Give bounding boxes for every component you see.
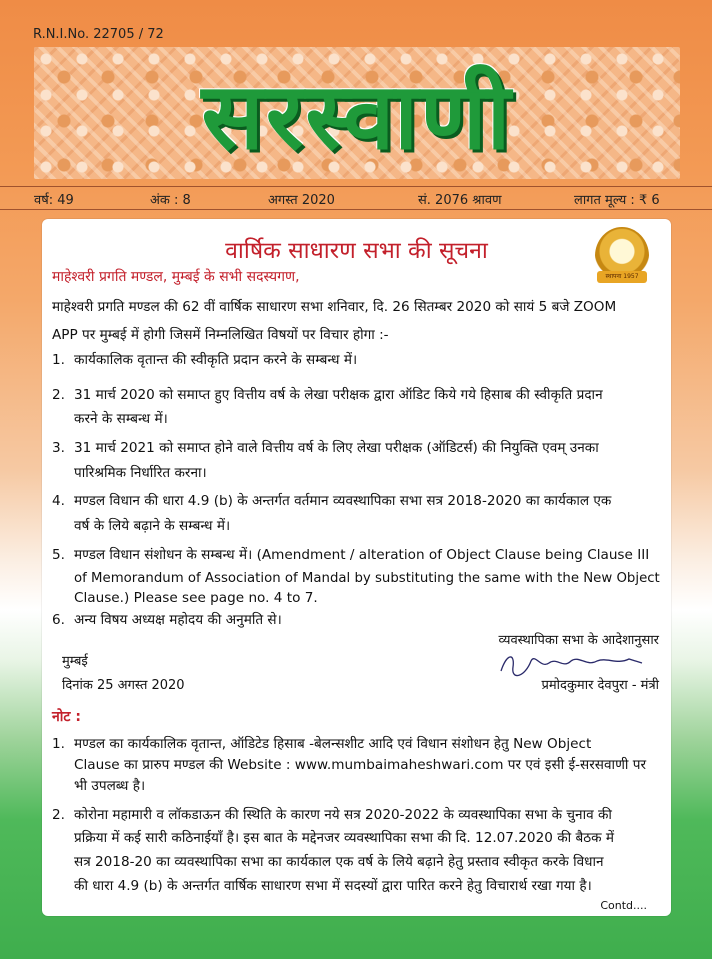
agenda-item-cont: of Memorandum of Association of Mandal by substituting the same with the New Object bbox=[74, 571, 660, 586]
rni-number: R.N.I.No. 22705 / 72 bbox=[33, 27, 164, 42]
note-line: की धारा 4.9 (b) के अन्तर्गत वार्षिक साधारण सभा में सदस्यों द्वारा पारित करने हेतु विचारार्थ रखा गया है। bbox=[74, 878, 592, 894]
notice-card bbox=[42, 219, 671, 916]
note-line: कोरोना महामारी व लॉकडाऊन की स्थिति के कारण नये सत्र 2020-2022 के व्यवस्थापिका सभा के चुनाव की bbox=[74, 807, 612, 823]
note-line: प्रक्रिया में कई सारी कठिनाईयाँ है। इस बात के मद्देनजर व्यवस्थापिका सभा की दि. 12.07.2020 की बैठक में bbox=[74, 830, 615, 846]
agenda-item-cont: पारिश्रमिक निर्धारित करना। bbox=[74, 465, 207, 481]
issue-month: अगस्त 2020 bbox=[268, 193, 335, 208]
note-line: सत्र 2018-20 का व्यवस्थापिका सभा का कार्यकाल एक वर्ष के लिये बढ़ाने हेतु प्रस्ताव स्वीकृत करके विधान bbox=[74, 854, 604, 870]
agenda-number: 1. bbox=[52, 352, 65, 368]
note-label: नोट : bbox=[52, 709, 81, 725]
agenda-item: 31 मार्च 2021 को समाप्त होने वाले वित्तीय वर्ष के लिए लेखा परीक्षक (ऑडिटर्स) की नियुक्ति एवम् उनका bbox=[74, 440, 599, 456]
intro-line-2: APP पर मुम्बई में होगी जिसमें निम्नलिखित विषयों पर विचार होगा :- bbox=[52, 327, 389, 343]
signature bbox=[497, 651, 647, 679]
agenda-number: 3. bbox=[52, 440, 65, 456]
notice-date: दिनांक 25 अगस्त 2020 bbox=[62, 678, 185, 693]
continued-label: Contd.... bbox=[600, 899, 647, 912]
agenda-item: 31 मार्च 2020 को समाप्त हुए वित्तीय वर्ष के लेखा परीक्षक द्वारा ऑडिट किये गये हिसाब की स्वीकृति प्रदान bbox=[74, 387, 603, 403]
agenda-number: 6. bbox=[52, 612, 65, 628]
note-number: 1. bbox=[52, 736, 65, 752]
signatory: प्रमोदकुमार देवपुरा - मंत्री bbox=[541, 678, 659, 693]
note-line: Clause का प्रारुप मण्डल की Website : www.mumbaimaheshwari.com पर एवं इसी ई-सरसवाणी पर bbox=[74, 757, 647, 773]
masthead-banner bbox=[34, 47, 680, 179]
magazine-title: सरस्वाणी bbox=[201, 63, 513, 170]
agenda-number: 2. bbox=[52, 387, 65, 403]
volume-year: वर्ष: 49 bbox=[34, 193, 74, 208]
agenda-item-cont: करने के सम्बन्ध में। bbox=[74, 411, 168, 427]
issue-number: अंक : 8 bbox=[150, 193, 191, 208]
price: लागत मूल्य : ₹ 6 bbox=[574, 193, 660, 208]
agenda-item: कार्यकालिक वृतान्त की स्वीकृति प्रदान करने के सम्बन्ध में। bbox=[74, 352, 358, 368]
logo-ribbon: स्थापना 1957 bbox=[597, 271, 647, 283]
agenda-item: मण्डल विधान संशोधन के सम्बन्ध में। (Amendment / alteration of Object Clause being Clause III bbox=[74, 547, 650, 563]
note-number: 2. bbox=[52, 807, 65, 823]
intro-line-1: माहेश्वरी प्रगति मण्डल की 62 वीं वार्षिक साधारण सभा शनिवार, दि. 26 सितम्बर 2020 को सायं 5 बजे ZOOM bbox=[52, 299, 617, 315]
note-line: भी उपलब्ध है। bbox=[74, 778, 146, 794]
greeting: माहेश्वरी प्रगति मण्डल, मुम्बई के सभी सदस्यगण, bbox=[52, 269, 300, 285]
issue-info-bar bbox=[0, 186, 712, 210]
agenda-number: 5. bbox=[52, 547, 65, 563]
note-line: मण्डल का कार्यकालिक वृतान्त, ऑडिटेड हिसाब -बेलन्सशीट आदि एवं विधान संशोधन हेतु New Object bbox=[74, 736, 592, 752]
agenda-item-cont: वर्ष के लिये बढ़ाने के सम्बन्ध में। bbox=[74, 518, 231, 534]
order-by: व्यवस्थापिका सभा के आदेशानुसार bbox=[498, 633, 659, 648]
samvat-date: सं. 2076 श्रावण bbox=[418, 193, 502, 208]
agenda-item: अन्य विषय अध्यक्ष महोदय की अनुमति से। bbox=[74, 612, 282, 628]
agenda-item: मण्डल विधान की धारा 4.9 (b) के अन्तर्गत वर्तमान व्यवस्थापिका सभा सत्र 2018-2020 का कार्यकाल एक bbox=[74, 493, 612, 509]
agenda-number: 4. bbox=[52, 493, 65, 509]
place: मुम्बई bbox=[62, 654, 88, 669]
agenda-item-cont: Clause.) Please see page no. 4 to 7. bbox=[74, 590, 318, 606]
notice-title: वार्षिक साधारण सभा की सूचना bbox=[225, 238, 488, 264]
mandal-logo bbox=[595, 227, 649, 285]
